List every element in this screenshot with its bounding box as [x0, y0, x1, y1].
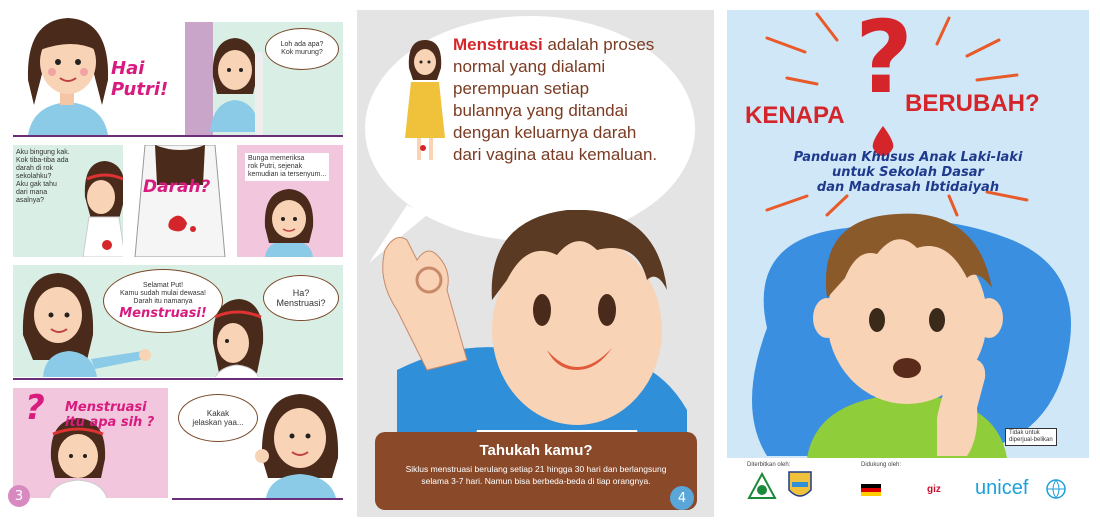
- confused-text: Aku bingung kak. Kok tiba-tiba ada darah di rok sekolahku? Aku gak tahu dari mana asalnya?: [16, 149, 70, 204]
- title-berubah: BERUBAH?: [905, 90, 1040, 117]
- panel-blood: [125, 145, 235, 257]
- definition-text: [453, 34, 658, 166]
- narration-box: Bunga memeriksa rok Putri, sejenak kemudian ia tersenyum...: [245, 153, 329, 181]
- character-bunga-small: [259, 185, 319, 257]
- fact-box: [375, 432, 697, 510]
- fact-title: Tahukah kamu?: [479, 442, 593, 459]
- congrats-text: Selamat Put! Kamu sudah mulai dewasa! Darah itu namanya: [120, 281, 206, 305]
- speech-bubble-explain: [178, 394, 258, 442]
- panel-confused: [13, 145, 123, 257]
- subtitle-line-3: dan Madrasah Ibtidaiyah: [816, 180, 1000, 195]
- germany-flag-icon: [861, 484, 881, 496]
- character-boy-thinking: [727, 208, 1089, 458]
- blood-title: Darah?: [143, 177, 211, 197]
- skirt-illustration: [125, 145, 235, 257]
- fact-text: Siklus menstruasi berulang setiap 21 hingga 30 hari dan berlangsung selama 3-7 hari. Namun bisa berbeda-beda di tiap orangnya.: [405, 464, 667, 486]
- what-is-title: Menstruasi itu apa sih ?: [65, 400, 155, 430]
- character-putri-side: [203, 293, 273, 377]
- published-by-label: Diterbitkan oleh:: [747, 462, 791, 468]
- publisher-logo-city: [787, 470, 813, 502]
- character-girl-dress: [403, 38, 447, 163]
- panel-what-is: [13, 388, 168, 498]
- page-number-4: [670, 486, 694, 510]
- speech-bubble-ha: [263, 275, 339, 321]
- character-bunga-thumb: [252, 388, 342, 498]
- panel-explain: [13, 265, 343, 377]
- page-number-text: 3: [14, 488, 24, 504]
- not-for-sale-label: Tidak untuk diperjual-belikan: [1005, 428, 1057, 446]
- panel-explain-offer: [172, 388, 343, 498]
- page-number-3: [8, 485, 30, 507]
- page-number-text: 4: [677, 490, 687, 506]
- title-kenapa: KENAPA: [745, 102, 845, 129]
- speech-bubble-text: Loh ada apa? Kok murung?: [280, 41, 324, 56]
- subtitle-line-2: untuk Sekolah Dasar: [832, 165, 984, 180]
- menstruasi-word: Menstruasi!: [119, 305, 207, 321]
- subtitle-line-1: Panduan Khusus Anak Laki-laki: [793, 150, 1023, 165]
- character-bunga: [18, 10, 118, 135]
- speech-bubble-question: [265, 28, 339, 70]
- ha-text: Ha? Menstruasi?: [276, 288, 326, 308]
- panel-door: [185, 22, 343, 135]
- big-question-mark: ?: [855, 10, 914, 116]
- unicef-globe-icon: [1045, 478, 1067, 500]
- panel-greeting: [13, 10, 183, 135]
- explain-text: Kakak jelaskan yaa...: [192, 409, 244, 427]
- publisher-logo-nu: [747, 472, 777, 502]
- page-2: [357, 10, 714, 517]
- supported-by-label: Didukung oleh:: [861, 462, 902, 468]
- character-putri-back: [73, 157, 123, 257]
- greeting-title: Hai Putri!: [111, 58, 169, 100]
- page-1: [0, 0, 350, 527]
- definition-keyword: Menstruasi: [453, 35, 543, 54]
- unicef-logo: unicef: [975, 477, 1029, 499]
- definition-body: adalah proses normal yang dialami perempuan setiap bulannya yang ditandai dengan keluarnya darah dari vagina atau kemaluan.: [453, 35, 658, 164]
- subtitle: [727, 150, 1089, 195]
- page-3-cover: [727, 10, 1089, 517]
- giz-logo: giz: [927, 484, 941, 495]
- question-mark: ?: [25, 388, 45, 428]
- panel-smile: [237, 145, 343, 257]
